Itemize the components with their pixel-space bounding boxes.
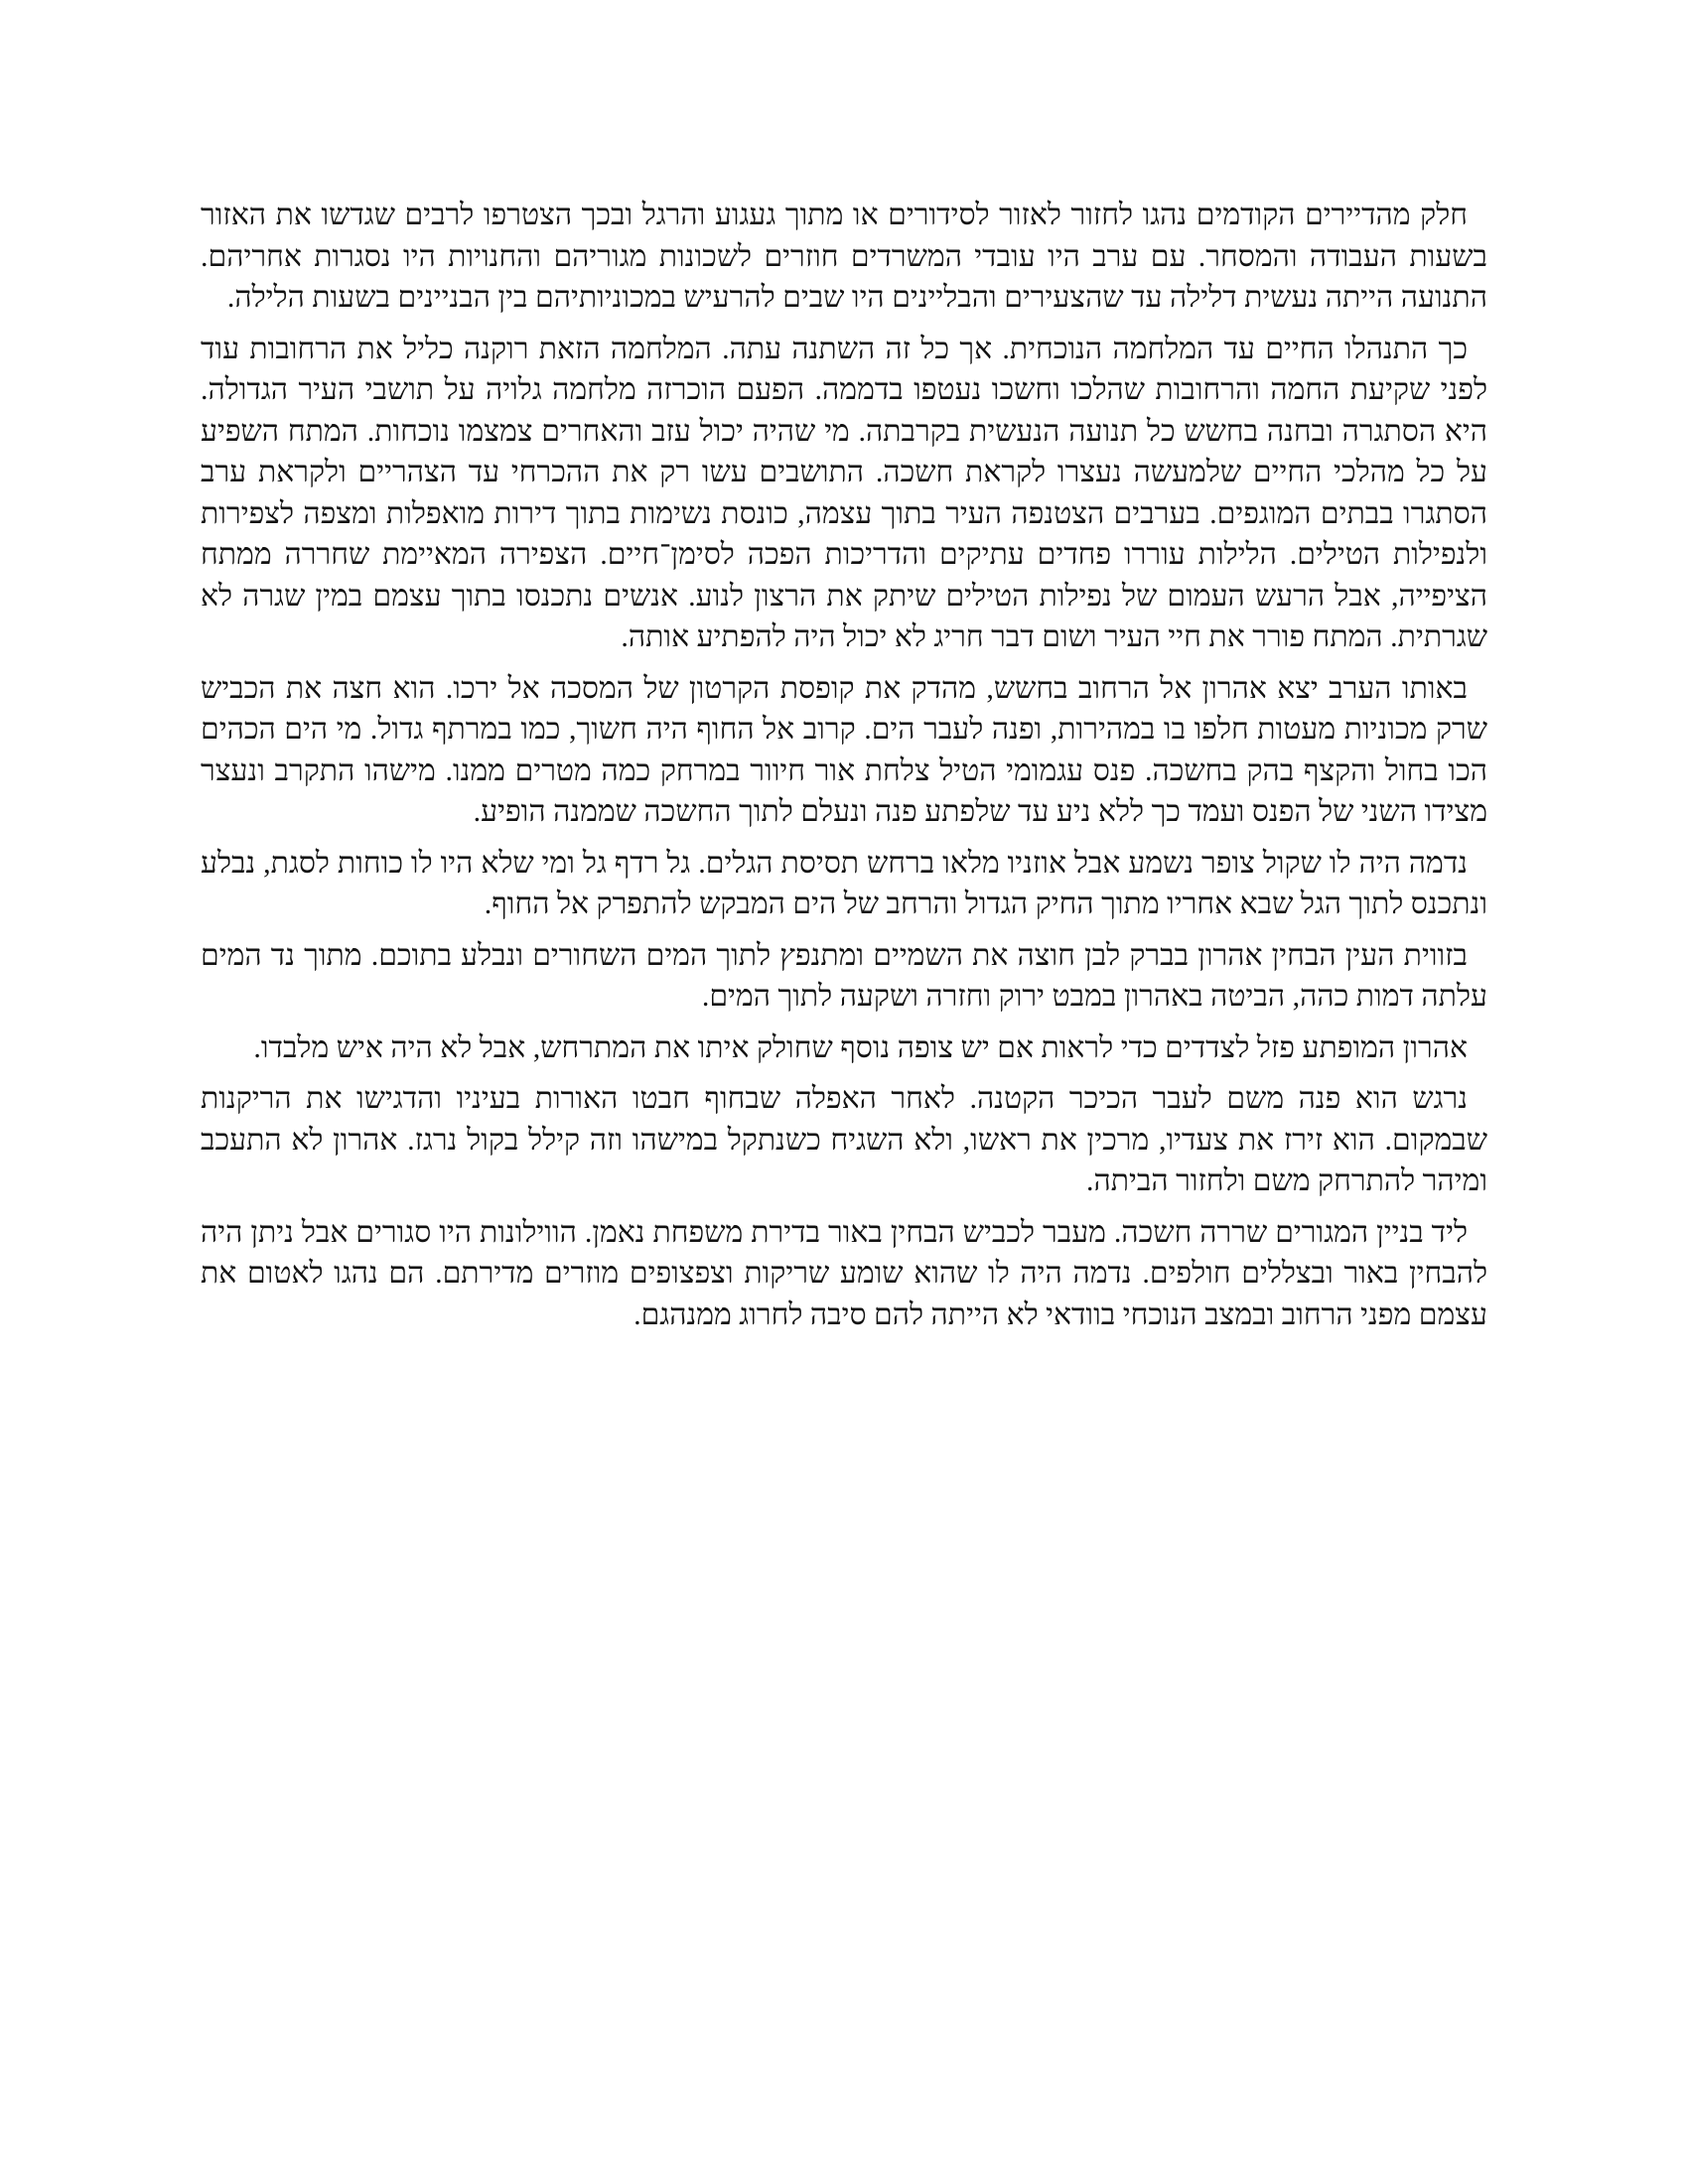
paragraph-7: נרגש הוא פנה משם לעבר הכיכר הקטנה. לאחר האפלה שבחוף חבטו האורות בעיניו והדגישו את הריקנות שבמקום. הוא זירז את צעדיו, מרכין את ראשו, ולא השגיח כשנתקל במישהו וזה קילל בקול נרגז. אהרון לא התעכב ומיהר להתרחק משם ולחזור הביתה. [201,1082,1487,1197]
body-text [201,195,1487,1345]
paragraph-1: חלק מהדיירים הקודמים נהגו לחזור לאזור לסידורים או מתוך געגוע והרגל ובכך הצטרפו לרבים שגדשו את האזור בשעות העבודה והמסחר. עם ערב היו עובדי המשרדים חוזרים לשכונות מגוריהם והחנויות היו נסגרות אחריהם. התנועה הייתה נעשית דלילה עד שהצעירים והבליינים היו שבים להרעיש במכוניותיהם בין הבניינים בשעות הלילה. [201,199,1487,314]
paragraph-4: נדמה היה לו שקול צופר נשמע אבל אוזניו מלאו ברחש תסיסת הגלים. גל רדף גל ומי שלא היו לו כוחות לסגת, נבלע ונתכנס לתוך הגל שבא אחריו מתוך החיק הגדול והרחב של הים המבקש להתפרק אל החוף. [201,846,1487,920]
paragraph-8: ליד בניין המגורים שררה חשכה. מעבר לכביש הבחין באור בדירת משפחת נאמן. הווילונות היו סגורים אבל ניתן היה להבחין באור ובצללים חולפים. נדמה היה לו שהוא שומע שריקות וצפצופים מוזרים מדירתם. הם נהגו לאטום את עצמם מפני הרחוב ובמצב הנוכחי בוודאי לא הייתה להם סיבה לחרוג ממנהגם. [201,1215,1487,1331]
paragraph-2: כך התנהלו החיים עד המלחמה הנוכחית. אך כל זה השתנה עתה. המלחמה הזאת רוקנה כליל את הרחובות עוד לפני שקיעת החמה והרחובות שהלכו וחשכו נעטפו בדממה. הפעם הוכרזה מלחמה גלויה על תושבי העיר הגדולה. היא הסתגרה ובחנה בחשש כל תנועה הנעשית בקרבתה. מי שהיה יכול עזב והאחרים צמצמו נוכחות. המתח השפיע על כל מהלכי החיים שלמעשה נעצרו לקראת חשכה. התושבים עשו רק את ההכרחי עד הצהריים ולקראת ערב הסתגרו בבתים המוגפים. בערבים הצטנפה העיר בתוך עצמה, כונסת נשימות בתוך דירות מואפלות ומצפה לצפירות ולנפילות הטילים. הלילות עוררו פחדים עתיקים והדריכות הפכה לסימן־חיים. הצפירה המאיימת שחררה ממתח הציפייה, אבל הרעש העמום של נפילות הטילים שיתק את הרצון לנוע. אנשים נתכנסו בתוך עצמם במין שגרה לא שגרתית. המתח פורר את חיי העיר ושום דבר חריג לא יכול היה להפתיע אותה. [201,332,1487,653]
paragraph-5: בזווית העין הבחין אהרון בברק לבן חוצה את השמיים ומתנפץ לתוך המים השחורים ונבלע בתוכם. מתוך נד המים עלתה דמות כהה, הביטה באהרון במבט ירוק וחזרה ושקעה לתוך המים. [201,938,1487,1013]
paragraph-3: באותו הערב יצא אהרון אל הרחוב בחשש, מהדק את קופסת הקרטון של המסכה אל ירכו. הוא חצה את הכביש שרק מכוניות מעטות חלפו בו במהירות, ופנה לעבר הים. קרוב אל החוף היה חשוך, כמו במרתף גדול. מי הים הכהים הכו בחול והקצף בהק בחשכה. פנס עגמומי הטיל צלחת אור חיוור במרחק כמה מטרים ממנו. מישהו התקרב ונעצר מצידו השני של הפנס ועמד כך ללא ניע עד שלפתע פנה ונעלם לתוך החשכה שממנה הופיע. [201,671,1487,828]
paragraph-6: אהרון המופתע פזל לצדדים כדי לראות אם יש צופה נוסף שחולק איתו את המתרחש, אבל לא היה איש מלבדו. [253,1030,1468,1064]
